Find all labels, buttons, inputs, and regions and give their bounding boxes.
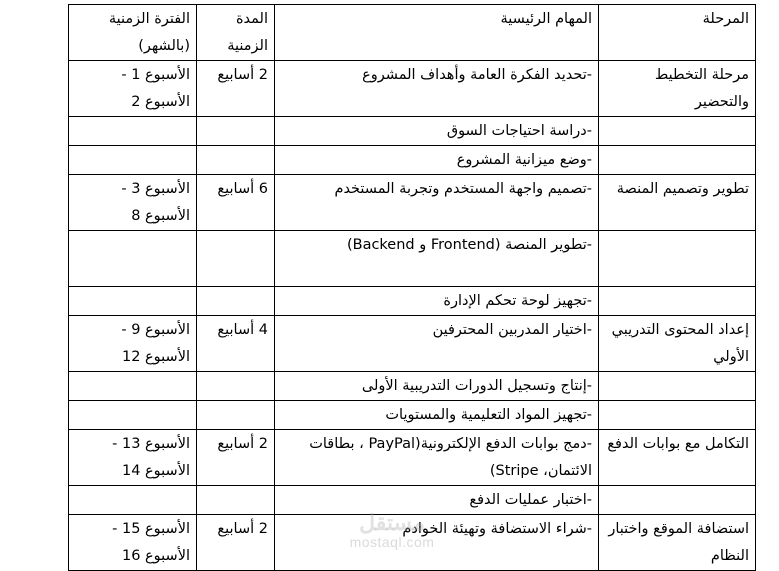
period-cell-empty (69, 117, 197, 146)
duration-cell-empty (197, 231, 275, 287)
duration-cell-empty (197, 287, 275, 316)
task-cell: -دراسة احتياجات السوق (275, 117, 599, 146)
phase-name-empty (599, 401, 756, 430)
duration-cell: 2 أسابيع (197, 515, 275, 571)
phase-name-empty (599, 486, 756, 515)
task-cell: -تحديد الفكرة العامة وأهداف المشروع (275, 61, 599, 117)
table-row (69, 401, 756, 430)
header-row (69, 5, 756, 61)
task-cell: -اختبار عمليات الدفع (275, 486, 599, 515)
duration-cell: 2 أسابيع (197, 61, 275, 117)
table-row (69, 117, 756, 146)
duration-cell-empty (197, 372, 275, 401)
header-tasks: المهام الرئيسية (275, 5, 599, 61)
table-row (69, 61, 756, 117)
duration-cell-empty (197, 401, 275, 430)
header-duration: المدة الزمنية (197, 5, 275, 61)
phase-name: تطوير وتصميم المنصة (599, 175, 756, 231)
task-cell: -وضع ميزانية المشروع (275, 146, 599, 175)
phase-name: التكامل مع بوابات الدفع (599, 430, 756, 486)
table-row (69, 231, 756, 287)
table-row (69, 316, 756, 372)
period-cell: الأسبوع 13 - الأسبوع 14 (69, 430, 197, 486)
period-cell: الأسبوع 9 - الأسبوع 12 (69, 316, 197, 372)
table-row (69, 486, 756, 515)
phase-name-empty (599, 146, 756, 175)
period-cell-empty (69, 231, 197, 287)
table-row (69, 146, 756, 175)
task-cell: -اختيار المدربين المحترفين (275, 316, 599, 372)
duration-cell: 4 أسابيع (197, 316, 275, 372)
task-cell: -إنتاج وتسجيل الدورات التدريبية الأولى (275, 372, 599, 401)
task-cell: -شراء الاستضافة وتهيئة الخوادم (275, 515, 599, 571)
phase-name: إعداد المحتوى التدريبي الأولي (599, 316, 756, 372)
duration-cell-empty (197, 117, 275, 146)
table-row (69, 515, 756, 571)
period-cell: الأسبوع 15 - الأسبوع 16 (69, 515, 197, 571)
header-phase: المرحلة (599, 5, 756, 61)
phase-name-empty (599, 287, 756, 316)
period-cell: الأسبوع 3 - الأسبوع 8 (69, 175, 197, 231)
task-cell: -دمج بوابات الدفع الإلكترونية(PayPal ، بطاقات الائتمان، Stripe) (275, 430, 599, 486)
watermark-logo: مستقل (359, 510, 425, 535)
period-cell-empty (69, 401, 197, 430)
table-row (69, 372, 756, 401)
period-cell-empty (69, 146, 197, 175)
duration-cell: 6 أسابيع (197, 175, 275, 231)
watermark-text: mostaql.com (349, 534, 435, 550)
period-cell-empty (69, 372, 197, 401)
phase-name-empty (599, 117, 756, 146)
period-cell-empty (69, 287, 197, 316)
duration-cell: 2 أسابيع (197, 430, 275, 486)
task-cell: -تجهيز المواد التعليمية والمستويات (275, 401, 599, 430)
table-row (69, 175, 756, 231)
task-cell: -تجهيز لوحة تحكم الإدارة (275, 287, 599, 316)
phase-name: استضافة الموقع واختبار النظام (599, 515, 756, 571)
project-timeline-table (68, 4, 756, 571)
phase-name: مرحلة التخطيط والتحضير (599, 61, 756, 117)
header-period: الفترة الزمنية (بالشهر) (69, 5, 197, 61)
task-cell: -تصميم واجهة المستخدم وتجربة المستخدم (275, 175, 599, 231)
duration-cell-empty (197, 146, 275, 175)
task-cell: -تطوير المنصة (Frontend و Backend) (275, 231, 599, 287)
phase-name-empty (599, 231, 756, 287)
table-row (69, 430, 756, 486)
table-row (69, 287, 756, 316)
phase-name-empty (599, 372, 756, 401)
period-cell: الأسبوع 1 - الأسبوع 2 (69, 61, 197, 117)
period-cell-empty (69, 486, 197, 515)
duration-cell-empty (197, 486, 275, 515)
